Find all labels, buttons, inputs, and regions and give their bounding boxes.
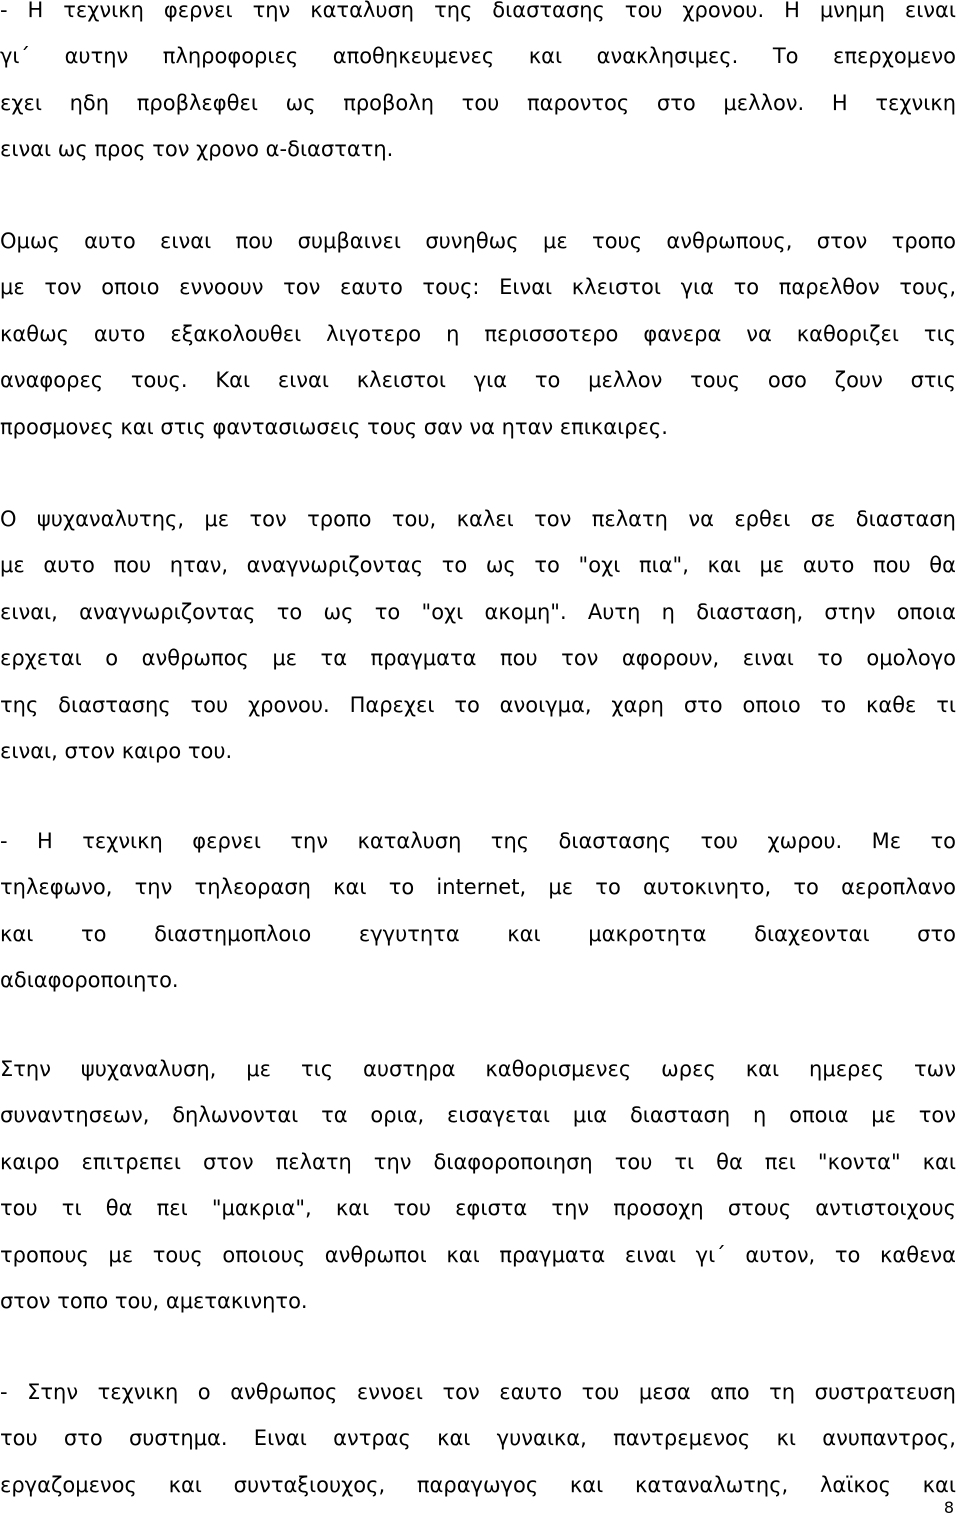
text-line: ειναι ως προς τον χρονο α-διαστατη. xyxy=(0,137,394,162)
text-line: Ομως αυτο ειναι που συμβαινει συνηθως με τους ανθρωπους, στον τροπο xyxy=(0,229,956,253)
text-line: - Στην τεχνικη ο ανθρωπος εννοει τον εαυτο του μεσα απο τη συστρατευση xyxy=(0,1380,956,1404)
text-line: με τον οποιο εννοουν τον εαυτο τους: Ειναι κλειστοι για το παρελθον τους, xyxy=(0,275,956,300)
text-line: - Η τεχνικη φερνει την καταλυση της διαστασης του χωρου. Με το xyxy=(0,829,956,853)
text-line: καθως αυτο εξακολουθει λιγοτερο η περισσοτερο φανερα να καθοριζει τις xyxy=(0,321,956,346)
text-line: στον τοπο του, αμετακινητο. xyxy=(0,1288,308,1313)
text-line: γι΄ αυτην πληροφοριες αποθηκευμενες και ανακλησιμες. Το επερχομενο xyxy=(0,44,956,69)
text-line: - Η τεχνικη φερνει την καταλυση της διαστασης του χρονου. Η μνημη ειναι xyxy=(0,0,956,22)
text-line: της διαστασης του χρονου. Παρεχει το ανοιγμα, χαρη στο οποιο το καθε τι xyxy=(0,692,956,717)
text-line: του στο συστημα. Ειναι αντρας και γυναικα, παντρεμενος κι ανυπαντρος, xyxy=(0,1426,956,1451)
text-line: και το διαστημοπλοιο εγγυτητα και μακροτητα διαχεονται στο xyxy=(0,921,956,946)
paragraph-1 xyxy=(0,0,956,173)
text-line: αναφορες τους. Και ειναι κλειστοι για το μελλον τους οσο ζουν στις xyxy=(0,368,956,393)
text-line: συναντησεων, δηλωνονται τα ορια, εισαγεται μια διασταση η οποια με τον xyxy=(0,1103,956,1128)
text-line: τηλεφωνο, την τηλεοραση και το internet, με το αυτοκινητο, το αεροπλανο xyxy=(0,875,956,900)
text-line: με αυτο που ηταν, αναγνωριζοντας το ως το "οχι πια", και με αυτο που θα xyxy=(0,553,956,578)
text-line: ειναι, στον καιρο του. xyxy=(0,738,233,763)
text-line: του τι θα πει "μακρια", και του εφιστα την προσοχη στους αντιστοιχους xyxy=(0,1196,956,1221)
text-line: καιρο επιτρεπει στον πελατη την διαφοροποιηση του τι θα πει "κοντα" και xyxy=(0,1149,956,1174)
text-line: εργαζομενος και συνταξιουχος, παραγωγος και καταναλωτης, λαϊκος και xyxy=(0,1472,956,1497)
page-number: 8 xyxy=(943,1498,954,1517)
paragraph-6 xyxy=(0,1369,956,1508)
text-line: Ο ψυχαναλυτης, με τον τροπο του, καλει τον πελατη να ερθει σε διασταση xyxy=(0,507,956,531)
text-line: τροπους με τους οποιους ανθρωποι και πραγματα ειναι γι΄ αυτον, το καθενα xyxy=(0,1242,956,1267)
paragraph-4 xyxy=(0,818,956,1004)
paragraph-3 xyxy=(0,496,956,774)
text-line: εχει ηδη προβλεφθει ως προβολη του παροντος στο μελλον. Η τεχνικη xyxy=(0,90,956,115)
text-line: ερχεται ο ανθρωπος με τα πραγματα που τον αφορουν, ειναι το ομολογο xyxy=(0,646,956,671)
text-line: αδιαφοροποιητο. xyxy=(0,968,179,993)
paragraph-2 xyxy=(0,218,956,450)
text-line: προσμονες και στις φαντασιωσεις τους σαν να ηταν επικαιρες. xyxy=(0,414,668,439)
text-line: Στην ψυχαναλυση, με τις αυστηρα καθορισμενες ωρες και ημερες των xyxy=(0,1057,956,1081)
text-line: ειναι, αναγνωριζοντας το ως το "οχι ακομη". Αυτη η διασταση, στην οποια xyxy=(0,599,956,624)
paragraph-5 xyxy=(0,1046,956,1324)
